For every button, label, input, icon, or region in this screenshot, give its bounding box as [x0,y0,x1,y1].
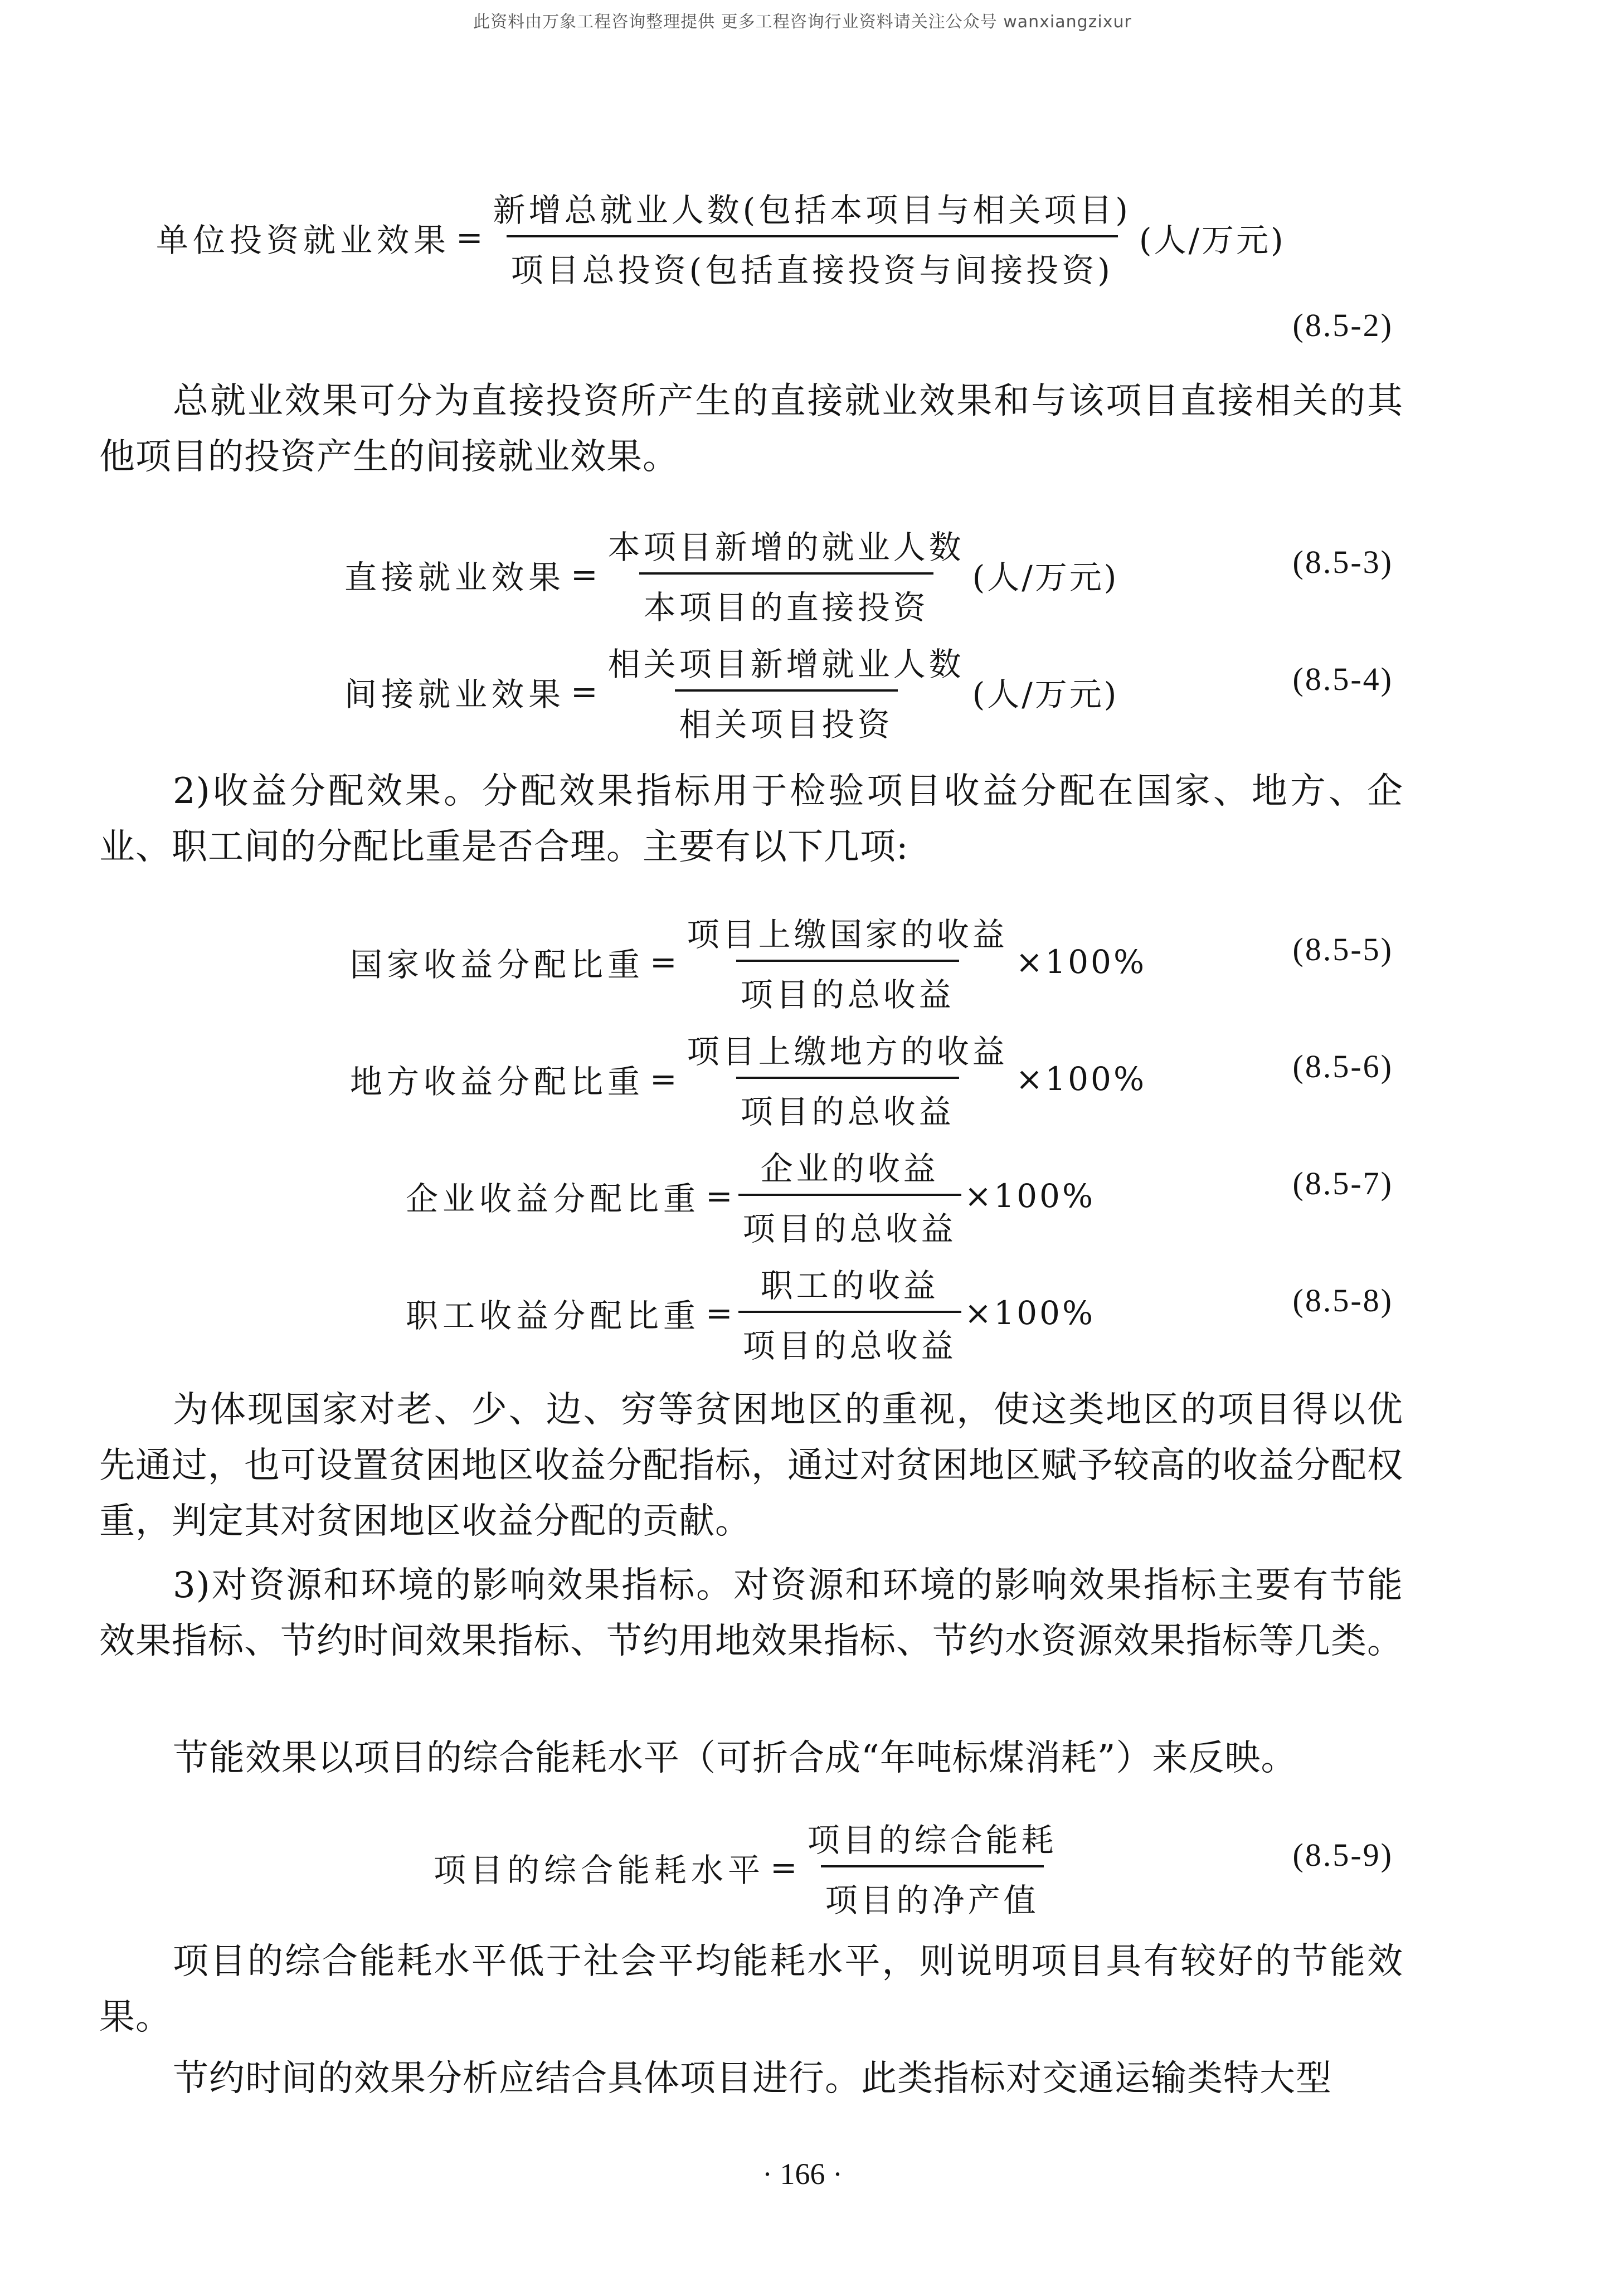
paragraph-energy-conclusion: 项目的综合能耗水平低于社会平均能耗水平，则说明项目具有较好的节能效果。 [99,1941,1403,2038]
equation-8-5-3 [344,521,1118,628]
equation-8-5-8 [406,1259,1095,1366]
equation-lhs: 间接就业效果 [344,675,566,713]
equation-lhs: 单位投资就业效果 [156,221,451,259]
paragraph-time-saving: 节约时间的效果分析应结合具体项目进行。此类指标对交通运输类特大型 [173,2058,1332,2099]
equation-number-8-5-8: (8.5-8) [1292,1282,1393,1319]
equation-number-8-5-5: (8.5-5) [1292,931,1393,967]
equation-number-8-5-9: (8.5-9) [1292,1837,1393,1873]
paragraph-income-distribution: 2)收益分配效果。分配效果指标用于检验项目收益分配在国家、地方、企业、职工间的分配比重是否合理。主要有以下几项: [99,771,1403,868]
fraction-numerator: 新增总就业人数(包括本项目与相关项目) [493,191,1131,229]
fraction [683,1025,1013,1132]
fraction [738,1142,961,1249]
equation-unit: (人/万元) [972,558,1119,596]
equation-unit: (人/万元) [1139,221,1286,259]
fraction [604,521,969,628]
fraction [604,638,969,745]
fraction [803,1814,1062,1921]
equation-number-8-5-7: (8.5-7) [1292,1165,1393,1201]
equation-lhs: 地方收益分配比重 [350,1063,645,1101]
equation-8-5-5 [350,908,1146,1015]
equals-sign: = [456,218,483,256]
equation-lhs: 项目的综合能耗水平 [434,1851,765,1889]
fraction [489,184,1136,291]
equals-sign: = [571,673,598,711]
equation-8-5-9 [434,1814,1062,1921]
fraction-denominator: 项目的净产值 [821,1865,1044,1921]
fraction-denominator: 本项目的直接投资 [639,572,933,628]
fraction-numerator: 项目上缴地方的收益 [687,1033,1008,1071]
equation-number-8-5-3: (8.5-3) [1292,544,1393,580]
equation-number-8-5-6: (8.5-6) [1292,1048,1393,1084]
fraction-denominator: 项目的总收益 [738,1194,961,1249]
equals-sign: = [770,1849,797,1886]
equals-sign: = [706,1294,733,1332]
fraction [738,1259,961,1366]
equation-unit: ×100% [964,1177,1096,1215]
paragraph-total-employment: 总就业效果可分为直接投资所产生的直接就业效果和与该项目直接相关的其他项目的投资产生的间接就业效果。 [99,381,1403,478]
fraction-denominator: 相关项目投资 [675,689,898,745]
fraction-numerator: 相关项目新增就业人数 [607,645,965,683]
equation-lhs: 国家收益分配比重 [350,946,645,984]
fraction-numerator: 职工的收益 [760,1267,939,1305]
equation-unit: ×100% [964,1294,1096,1332]
fraction-numerator: 本项目新增的就业人数 [607,528,965,566]
equals-sign: = [650,1060,677,1098]
fraction-denominator: 项目总投资(包括直接投资与间接投资) [507,235,1118,291]
fraction-numerator: 项目的综合能耗 [807,1821,1057,1859]
fraction-numerator: 项目上缴国家的收益 [687,916,1008,954]
paragraph-energy-saving: 节能效果以项目的综合能耗水平（可折合成“年吨标煤消耗”）来反映。 [173,1738,1297,1779]
fraction-denominator: 项目的总收益 [736,1077,959,1132]
equation-number-8-5-2: (8.5-2) [1292,307,1393,343]
equals-sign: = [571,556,598,594]
page-header-watermark: 此资料由万象工程咨询整理提供 更多工程咨询行业资料请关注公众号 wanxiangzixur [473,12,1132,32]
equation-lhs: 企业收益分配比重 [406,1180,701,1218]
page-number: · 166 · [762,2157,843,2191]
equation-lhs: 职工收益分配比重 [406,1297,701,1335]
equation-lhs: 直接就业效果 [344,558,566,596]
equation-number-8-5-4: (8.5-4) [1292,661,1393,697]
paragraph-poverty-areas: 为体现国家对老、少、边、穷等贫困地区的重视，使这类地区的项目得以优先通过，也可设置贫困地区收益分配指标，通过对贫困地区赋予较高的收益分配权重，判定其对贫困地区收益分配的贡献。 [99,1389,1403,1542]
equation-unit: ×100% [1015,943,1147,981]
equation-8-5-6 [350,1025,1146,1132]
equals-sign: = [650,943,677,981]
fraction-denominator: 项目的总收益 [738,1311,961,1366]
equation-8-5-7 [406,1142,1095,1249]
equation-unit: (人/万元) [972,675,1119,713]
equation-unit: ×100% [1015,1060,1147,1098]
fraction-numerator: 企业的收益 [760,1150,939,1188]
paragraph-resource-environment: 3)对资源和环境的影响效果指标。对资源和环境的影响效果指标主要有节能效果指标、节约时间效果指标、节约用地效果指标、节约水资源效果指标等几类。 [99,1565,1403,1662]
equation-8-5-4 [344,638,1118,745]
fraction-denominator: 项目的总收益 [736,960,959,1015]
fraction [683,908,1013,1015]
equals-sign: = [706,1177,733,1215]
equation-8-5-2 [156,184,1286,291]
